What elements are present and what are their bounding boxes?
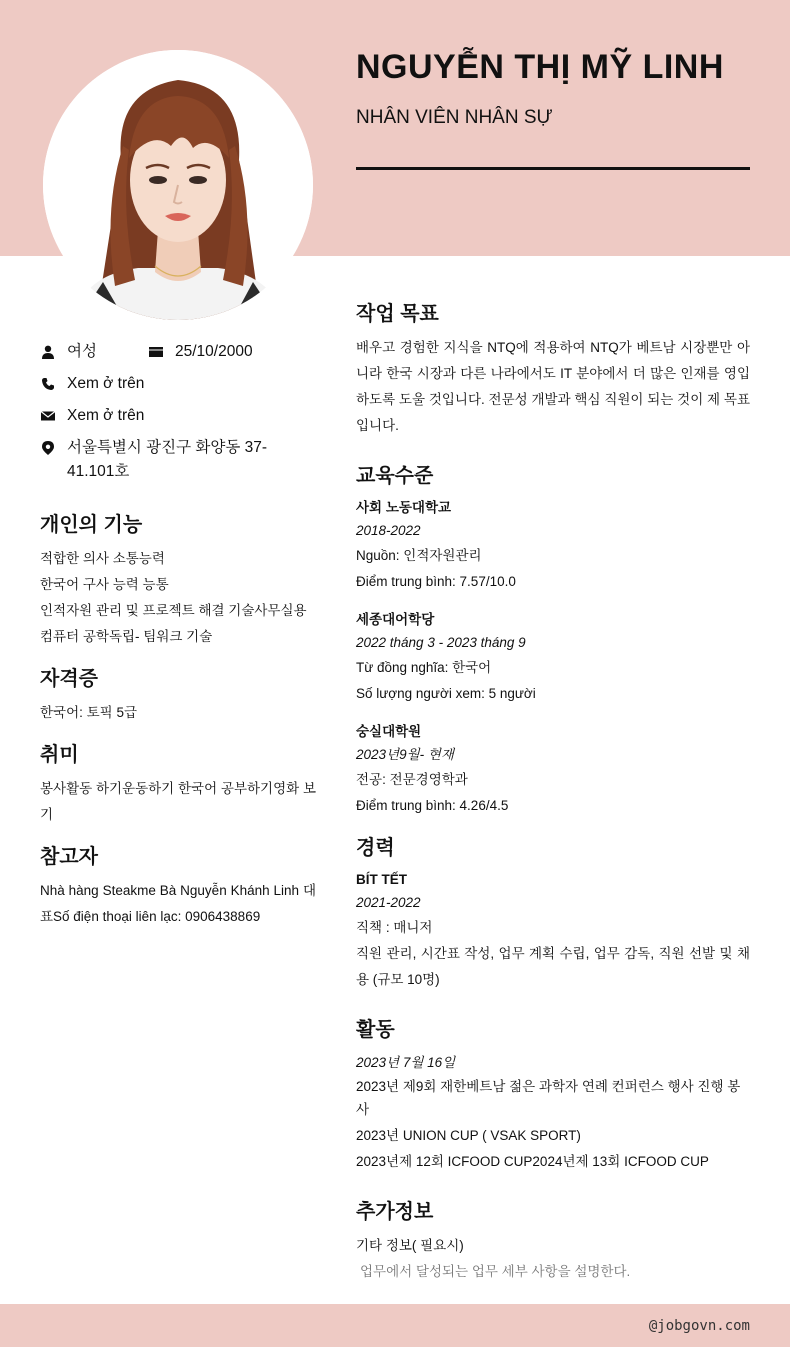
location-pin-icon <box>40 436 55 460</box>
education-entry <box>356 721 750 819</box>
calendar-icon <box>148 340 163 364</box>
skill-item: 적합한 의사 소통능력 <box>40 551 165 566</box>
education-entry <box>356 497 750 595</box>
objective-section <box>356 299 750 439</box>
experience-section <box>356 833 750 993</box>
hobbies-heading: 취미 <box>40 744 79 766</box>
education-detail: Từ đồng nghĩa: 한국어 <box>356 660 492 675</box>
education-heading: 교육수준 <box>356 465 434 487</box>
gender-text: 여성 <box>67 343 97 360</box>
education-date: 2022 tháng 3 - 2023 tháng 9 <box>356 635 526 650</box>
left-column <box>40 340 316 930</box>
skills-heading: 개인의 기능 <box>40 514 143 536</box>
references-text: Nhà hàng Steakme Bà Nguyễn Khánh Linh 대표Số điện thoại liên lạc: 0906438869 <box>40 883 316 924</box>
job-title: NHÂN VIÊN NHÂN SỰ <box>356 107 553 128</box>
school-name: 세종대어학당 <box>356 612 435 627</box>
mail-icon <box>40 404 55 428</box>
education-detail: 전공: 전문경영학과 <box>356 772 468 787</box>
experience-role: 직책 : 매니저 <box>356 920 433 935</box>
gender-birthdate-row <box>40 340 316 364</box>
education-detail: Nguồn: 인적자원관리 <box>356 548 482 563</box>
experience-heading: 경력 <box>356 837 395 859</box>
phone-text: Xem ở trên <box>67 375 145 392</box>
activity-item: 2023년 제9회 재한베트남 젊은 과학자 연례 컨퍼런스 행사 진행 봉사 <box>356 1079 741 1117</box>
email-text: Xem ở trên <box>67 407 145 424</box>
experience-description: 직원 관리, 시간표 작성, 업무 계획 수립, 업무 감독, 직원 선발 및 채용 (규모 10명) <box>356 946 750 987</box>
experience-date: 2021-2022 <box>356 895 421 910</box>
skill-item: 인적자원 관리 및 프로젝트 해결 기술사무실용 컴퓨터 공학독립- 팀워크 기술 <box>40 603 307 644</box>
address-text: 서울특별시 광진구 화양동 37-41.101호 <box>67 439 268 480</box>
profile-photo <box>43 50 313 320</box>
additional-heading: 추가정보 <box>356 1201 434 1223</box>
additional-section <box>356 1197 750 1285</box>
hobbies-text: 봉사활동 하기운동하기 한국어 공부하기영화 보기 <box>40 781 316 822</box>
candidate-name: NGUYỄN THỊ MỸ LINH <box>356 48 724 86</box>
skill-item: 한국어 구사 능력 능통 <box>40 577 169 592</box>
education-section <box>356 461 750 819</box>
footer-watermark: @jobgovn.com <box>648 1318 750 1334</box>
activity-item: 2023년제 12회 ICFOOD CUP2024년제 13회 ICFOOD CUP <box>356 1154 709 1169</box>
additional-line: 업무에서 달성되는 업무 세부 사항을 설명한다. <box>360 1264 631 1279</box>
right-column <box>356 299 750 1307</box>
references-heading: 참고자 <box>40 846 98 868</box>
objective-heading: 작업 목표 <box>356 303 439 325</box>
employer-name: BÍT TẾT <box>356 872 407 887</box>
education-detail: Số lượng người xem: 5 người <box>356 686 536 701</box>
activities-section <box>356 1015 750 1175</box>
activities-heading: 활동 <box>356 1019 395 1041</box>
activity-item: 2023년 UNION CUP ( VSAK SPORT) <box>356 1128 581 1143</box>
address-row <box>40 436 316 484</box>
phone-row <box>40 372 316 396</box>
header-divider <box>356 167 750 170</box>
additional-line: 기타 정보( 필요시) <box>356 1238 464 1253</box>
activity-date: 2023년 7월 16일 <box>356 1055 456 1070</box>
person-icon <box>40 340 55 364</box>
education-date: 2023년9월- 현재 <box>356 747 454 762</box>
phone-icon <box>40 372 55 396</box>
certificates-heading: 자격증 <box>40 668 98 690</box>
birthdate-text: 25/10/2000 <box>175 343 253 360</box>
school-name: 사회 노동대학교 <box>356 500 452 515</box>
education-entry <box>356 609 750 707</box>
certificate-text: 한국어: 토픽 5급 <box>40 705 138 720</box>
education-date: 2018-2022 <box>356 523 421 538</box>
objective-text: 배우고 경험한 지식을 NTQ에 적용하여 NTQ가 베트남 시장뿐만 아니라 한국 시장과 다른 나라에서도 IT 분야에서 더 많은 인재를 영입하도록 도울 것입니다. 전문성 개발과 핵심 직원이 되는 것이 제 목표입니다. <box>356 340 750 433</box>
email-row <box>40 404 316 428</box>
education-detail: Điểm trung bình: 4.26/4.5 <box>356 798 509 813</box>
education-detail: Điểm trung bình: 7.57/10.0 <box>356 574 516 589</box>
school-name: 숭실대학원 <box>356 724 422 739</box>
